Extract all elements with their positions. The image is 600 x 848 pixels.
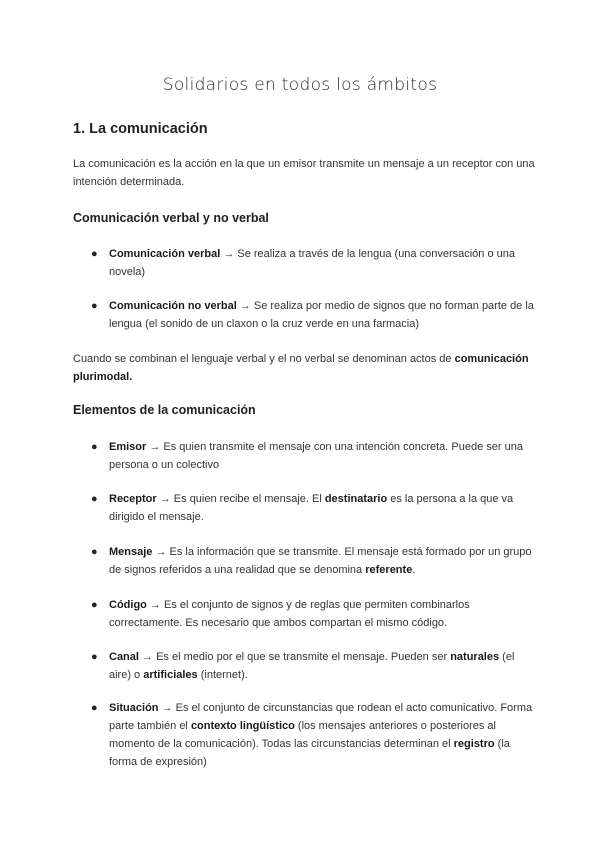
bullet-icon: ● bbox=[91, 441, 98, 453]
term-description-end: (internet). bbox=[197, 669, 248, 681]
term-label: Receptor bbox=[109, 493, 157, 505]
term-description: → Es la información que se transmite. El mensaje está formado por un grupo de signos referidos a una realidad que se denomina bbox=[109, 546, 532, 576]
bullet-icon: ● bbox=[91, 702, 98, 714]
subheading-elementos: Elementos de la comunicación bbox=[73, 403, 256, 417]
bullet-icon: ● bbox=[91, 493, 98, 505]
list-item-emisor bbox=[91, 438, 534, 474]
list-item-receptor bbox=[91, 490, 534, 526]
bold-artificiales: artificiales bbox=[143, 669, 198, 681]
term-label: Código bbox=[109, 599, 147, 611]
term-description-end: (la forma de expresión) bbox=[109, 738, 510, 768]
term-description: → Es el conjunto de signos y de reglas que permiten combinarlos correctamente. Es necesario que ambos compartan el mismo código. bbox=[109, 599, 470, 629]
list-item-situacion bbox=[91, 699, 534, 771]
bullet-icon: ● bbox=[91, 300, 98, 312]
term-description-end: es la persona a la que va dirigido el mensaje. bbox=[109, 493, 514, 523]
bullet-icon: ● bbox=[91, 599, 98, 611]
term-description: → Es el medio por el que se transmite el mensaje. Pueden ser bbox=[138, 651, 451, 663]
bullet-icon: ● bbox=[91, 546, 98, 558]
bold-contexto-linguistico: contexto lingüístico bbox=[190, 720, 295, 732]
term-description: → Se realiza a través de la lengua (una conversación o una novela) bbox=[109, 248, 515, 278]
list-item-canal bbox=[91, 648, 534, 684]
bold-naturales: naturales bbox=[450, 651, 500, 663]
term-description-mid: (los mensajes anteriores o posteriores al momento de la comunicación). Todas las circunstancias determinan el bbox=[109, 720, 496, 750]
term-label: Mensaje bbox=[109, 546, 153, 558]
plurimodal-paragraph bbox=[73, 350, 535, 386]
plurimodal-bold: comunicación plurimodal. bbox=[73, 353, 529, 383]
bold-registro: registro bbox=[453, 738, 495, 750]
term-label: Comunicación verbal bbox=[109, 248, 221, 260]
bold-referente: referente bbox=[365, 564, 413, 576]
term-description: → Se realiza por medio de signos que no forman parte de la lengua (el sonido de un claxon o la cruz verde en una farmacia) bbox=[109, 300, 534, 330]
list-item-comunicacion-verbal bbox=[91, 245, 534, 281]
list-item-mensaje bbox=[91, 543, 534, 579]
term-label: Canal bbox=[109, 651, 139, 663]
intro-paragraph: La comunicación es la acción en la que un emisor transmite un mensaje a un receptor con una intención determinada. bbox=[73, 158, 535, 188]
bullet-icon: ● bbox=[91, 248, 98, 260]
term-description-mid: (el aire) o bbox=[109, 651, 515, 681]
bullet-icon: ● bbox=[91, 651, 98, 663]
list-item-comunicacion-no-verbal bbox=[91, 297, 534, 333]
term-label: Emisor bbox=[109, 441, 147, 453]
term-label: Situación bbox=[109, 702, 159, 714]
term-description: → Es el conjunto de circunstancias que rodean el acto comunicativo. Forma parte también el bbox=[109, 702, 533, 732]
document-title: Solidarios en todos los ámbitos bbox=[162, 75, 438, 95]
list-item-codigo bbox=[91, 596, 534, 632]
term-label: Comunicación no verbal bbox=[109, 300, 237, 312]
term-description-end: . bbox=[412, 564, 416, 576]
plurimodal-text: Cuando se combinan el lenguaje verbal y el no verbal se denominan actos de bbox=[73, 353, 455, 365]
term-description: → Es quien transmite el mensaje con una intención concreta. Puede ser una persona o un colectivo bbox=[109, 441, 523, 471]
section-heading-la-comunicacion: 1. La comunicación bbox=[73, 121, 208, 137]
subheading-verbal-no-verbal: Comunicación verbal y no verbal bbox=[73, 211, 269, 225]
term-description: → Es quien recibe el mensaje. El bbox=[156, 493, 325, 505]
bold-destinatario: destinatario bbox=[324, 493, 388, 505]
